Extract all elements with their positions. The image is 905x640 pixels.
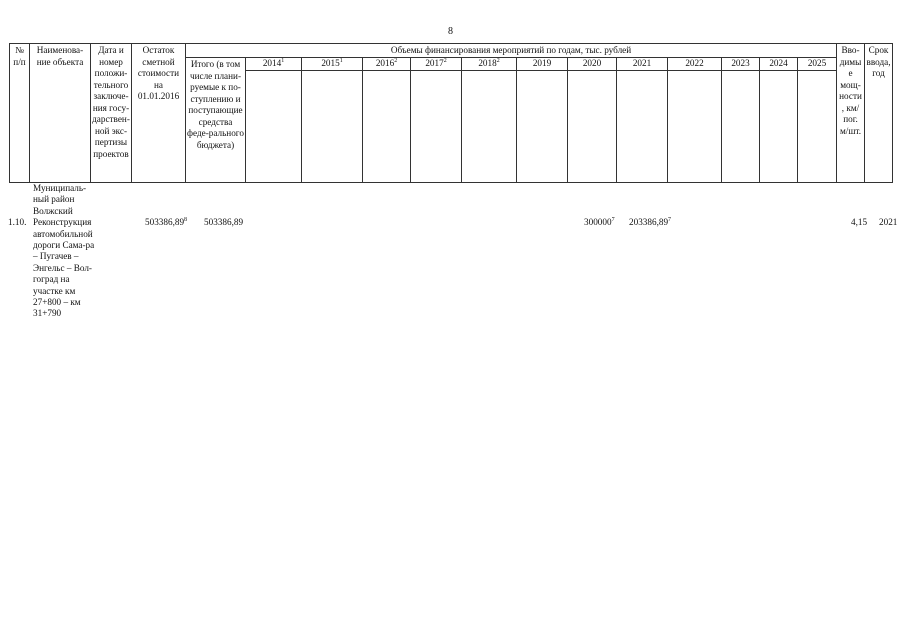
year-cell-2024 xyxy=(760,70,798,182)
year-cell-2022 xyxy=(668,70,722,182)
row-district: Муниципаль-ный район Волжский xyxy=(33,183,87,216)
header-year-2018: 2018$^2$ xyxy=(462,58,517,71)
row-number: 1.10. xyxy=(8,217,27,227)
row-capacity: 4,15 xyxy=(851,217,868,227)
header-capacity: Вво-димые мощ-ности, км/ пог. м/шт. xyxy=(837,44,865,183)
year-cell-2023 xyxy=(722,70,760,182)
header-year-2020: 2020 xyxy=(568,58,617,71)
header-total: Итого (в том числе плани-руемые к по-ступлению и поступающие средства феде-рального бюджета) xyxy=(186,58,246,183)
year-cell-2015 xyxy=(302,70,363,182)
page-number: 8 xyxy=(448,26,453,37)
financing-table-header xyxy=(9,43,893,183)
header-year-2015: 2015$^1$ xyxy=(302,58,363,71)
header-deadline: Срок ввода, год xyxy=(865,44,893,183)
header-funding: Объемы финансирования мероприятий по годам, тыс. рублей xyxy=(186,44,837,58)
header-year-2025: 2025 xyxy=(798,58,837,71)
header-year-2017: 2017$^2$ xyxy=(411,58,462,71)
year-cell-2017 xyxy=(411,70,462,182)
header-year-2022: 2022 xyxy=(668,58,722,71)
row-object-name xyxy=(33,183,99,320)
header-year-2021: 2021 xyxy=(617,58,668,71)
row-deadline: 2021 xyxy=(879,217,898,227)
year-cell-2020 xyxy=(568,70,617,182)
year-cell-2018 xyxy=(462,70,517,182)
row-object: Реконструкция автомобильной дороги Сама-ра – Пугачев – Энгельс – Вол-гоград на участке км 27+800 – км 31+790 xyxy=(33,217,95,319)
row-remainder: 503386,89$^8$ xyxy=(145,216,188,227)
header-num: № п/п xyxy=(10,44,30,183)
year-cell-2025 xyxy=(798,70,837,182)
header-remainder: Остаток сметной стоимости на 01.01.2016 xyxy=(132,44,186,183)
row-value-2021: 203386,89$^7$ xyxy=(629,216,672,227)
header-year-2023: 2023 xyxy=(722,58,760,71)
year-cell-2019 xyxy=(517,70,568,182)
year-cell-2014 xyxy=(246,70,302,182)
header-year-2019: 2019 xyxy=(517,58,568,71)
header-year-2024: 2024 xyxy=(760,58,798,71)
row-value-2020: 300000$^7$ xyxy=(584,216,615,227)
row-total: 503386,89 xyxy=(204,217,244,227)
header-year-2016: 2016$^2$ xyxy=(363,58,411,71)
header-name: Наименова-ние объекта xyxy=(30,44,91,183)
year-cell-2016 xyxy=(363,70,411,182)
header-year-2014: 2014$^1$ xyxy=(246,58,302,71)
year-cell-2021 xyxy=(617,70,668,182)
header-date: Дата и номер положи-тельного заключе-ния госу-дарствен-ной экс-пертизы проектов xyxy=(91,44,132,183)
